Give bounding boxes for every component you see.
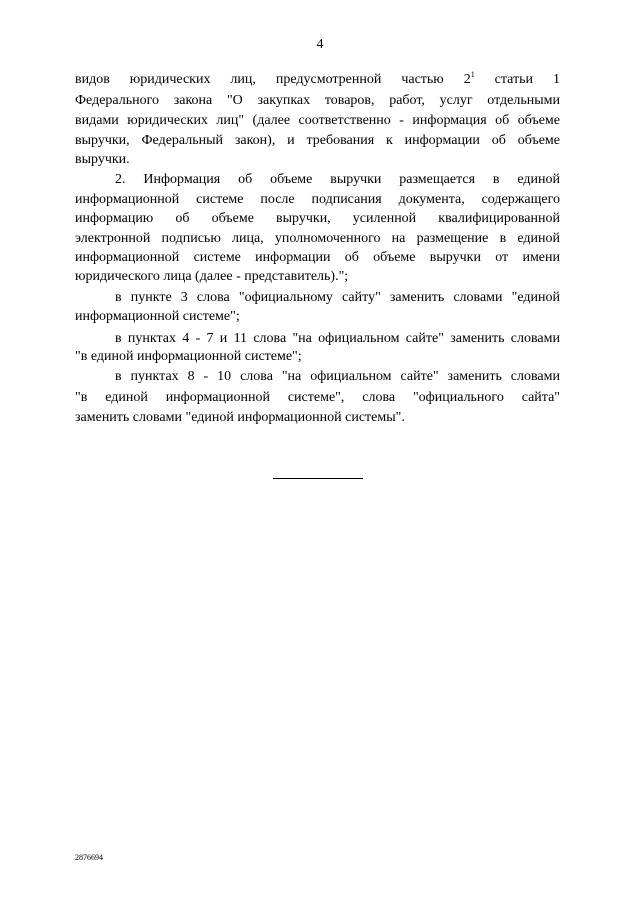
end-separator-line (273, 478, 363, 479)
text-line: в пунктах 8 - 10 слова "на официальном сайте" заменить словами (115, 369, 560, 384)
page-number: 4 (316, 37, 324, 52)
text-line: в пунктах 4 - 7 и 11 слова "на официальном сайте" заменить словами (115, 331, 560, 346)
text-line: "в единой информационной системе", слова "официального сайта" (75, 390, 560, 405)
text-line: в пункте 3 слова "официальному сайту" заменить словами "единой (115, 290, 560, 305)
text-line: заменить словами "единой информационной системы". (75, 410, 405, 425)
text-line (75, 70, 560, 90)
text-line: электронной подписью лица, уполномоченного на размещение в единой (75, 231, 560, 246)
text-line: информационной системе информации об объеме выручки от имени (75, 250, 560, 265)
text-line: "в единой информационной системе"; (75, 349, 302, 364)
superscript: 1 (470, 70, 475, 79)
text-line: Федерального закона "О закупках товаров, работ, услуг отдельными (75, 93, 560, 108)
text-segment: статьи 1 (474, 72, 560, 87)
text-line: информационной системе"; (75, 309, 240, 324)
text-line: видами юридических лиц" (далее соответственно - информация об объеме (75, 113, 560, 128)
text-line: выручки, Федеральный закон), и требования к информации об объеме (75, 133, 560, 148)
text-segment: видов юридических лиц, предусмотренной частью 2 (75, 72, 471, 87)
text-line: 2. Информация об объеме выручки размещается в единой (115, 172, 560, 187)
text-line: информацию об объеме выручки, усиленной квалифицированной (75, 211, 560, 226)
text-line: юридического лица (далее - представитель)."; (75, 269, 349, 284)
text-line: информационной системе после подписания документа, содержащего (75, 192, 560, 207)
text-line: выручки. (75, 152, 130, 167)
document-code: 2876694 (75, 853, 103, 862)
